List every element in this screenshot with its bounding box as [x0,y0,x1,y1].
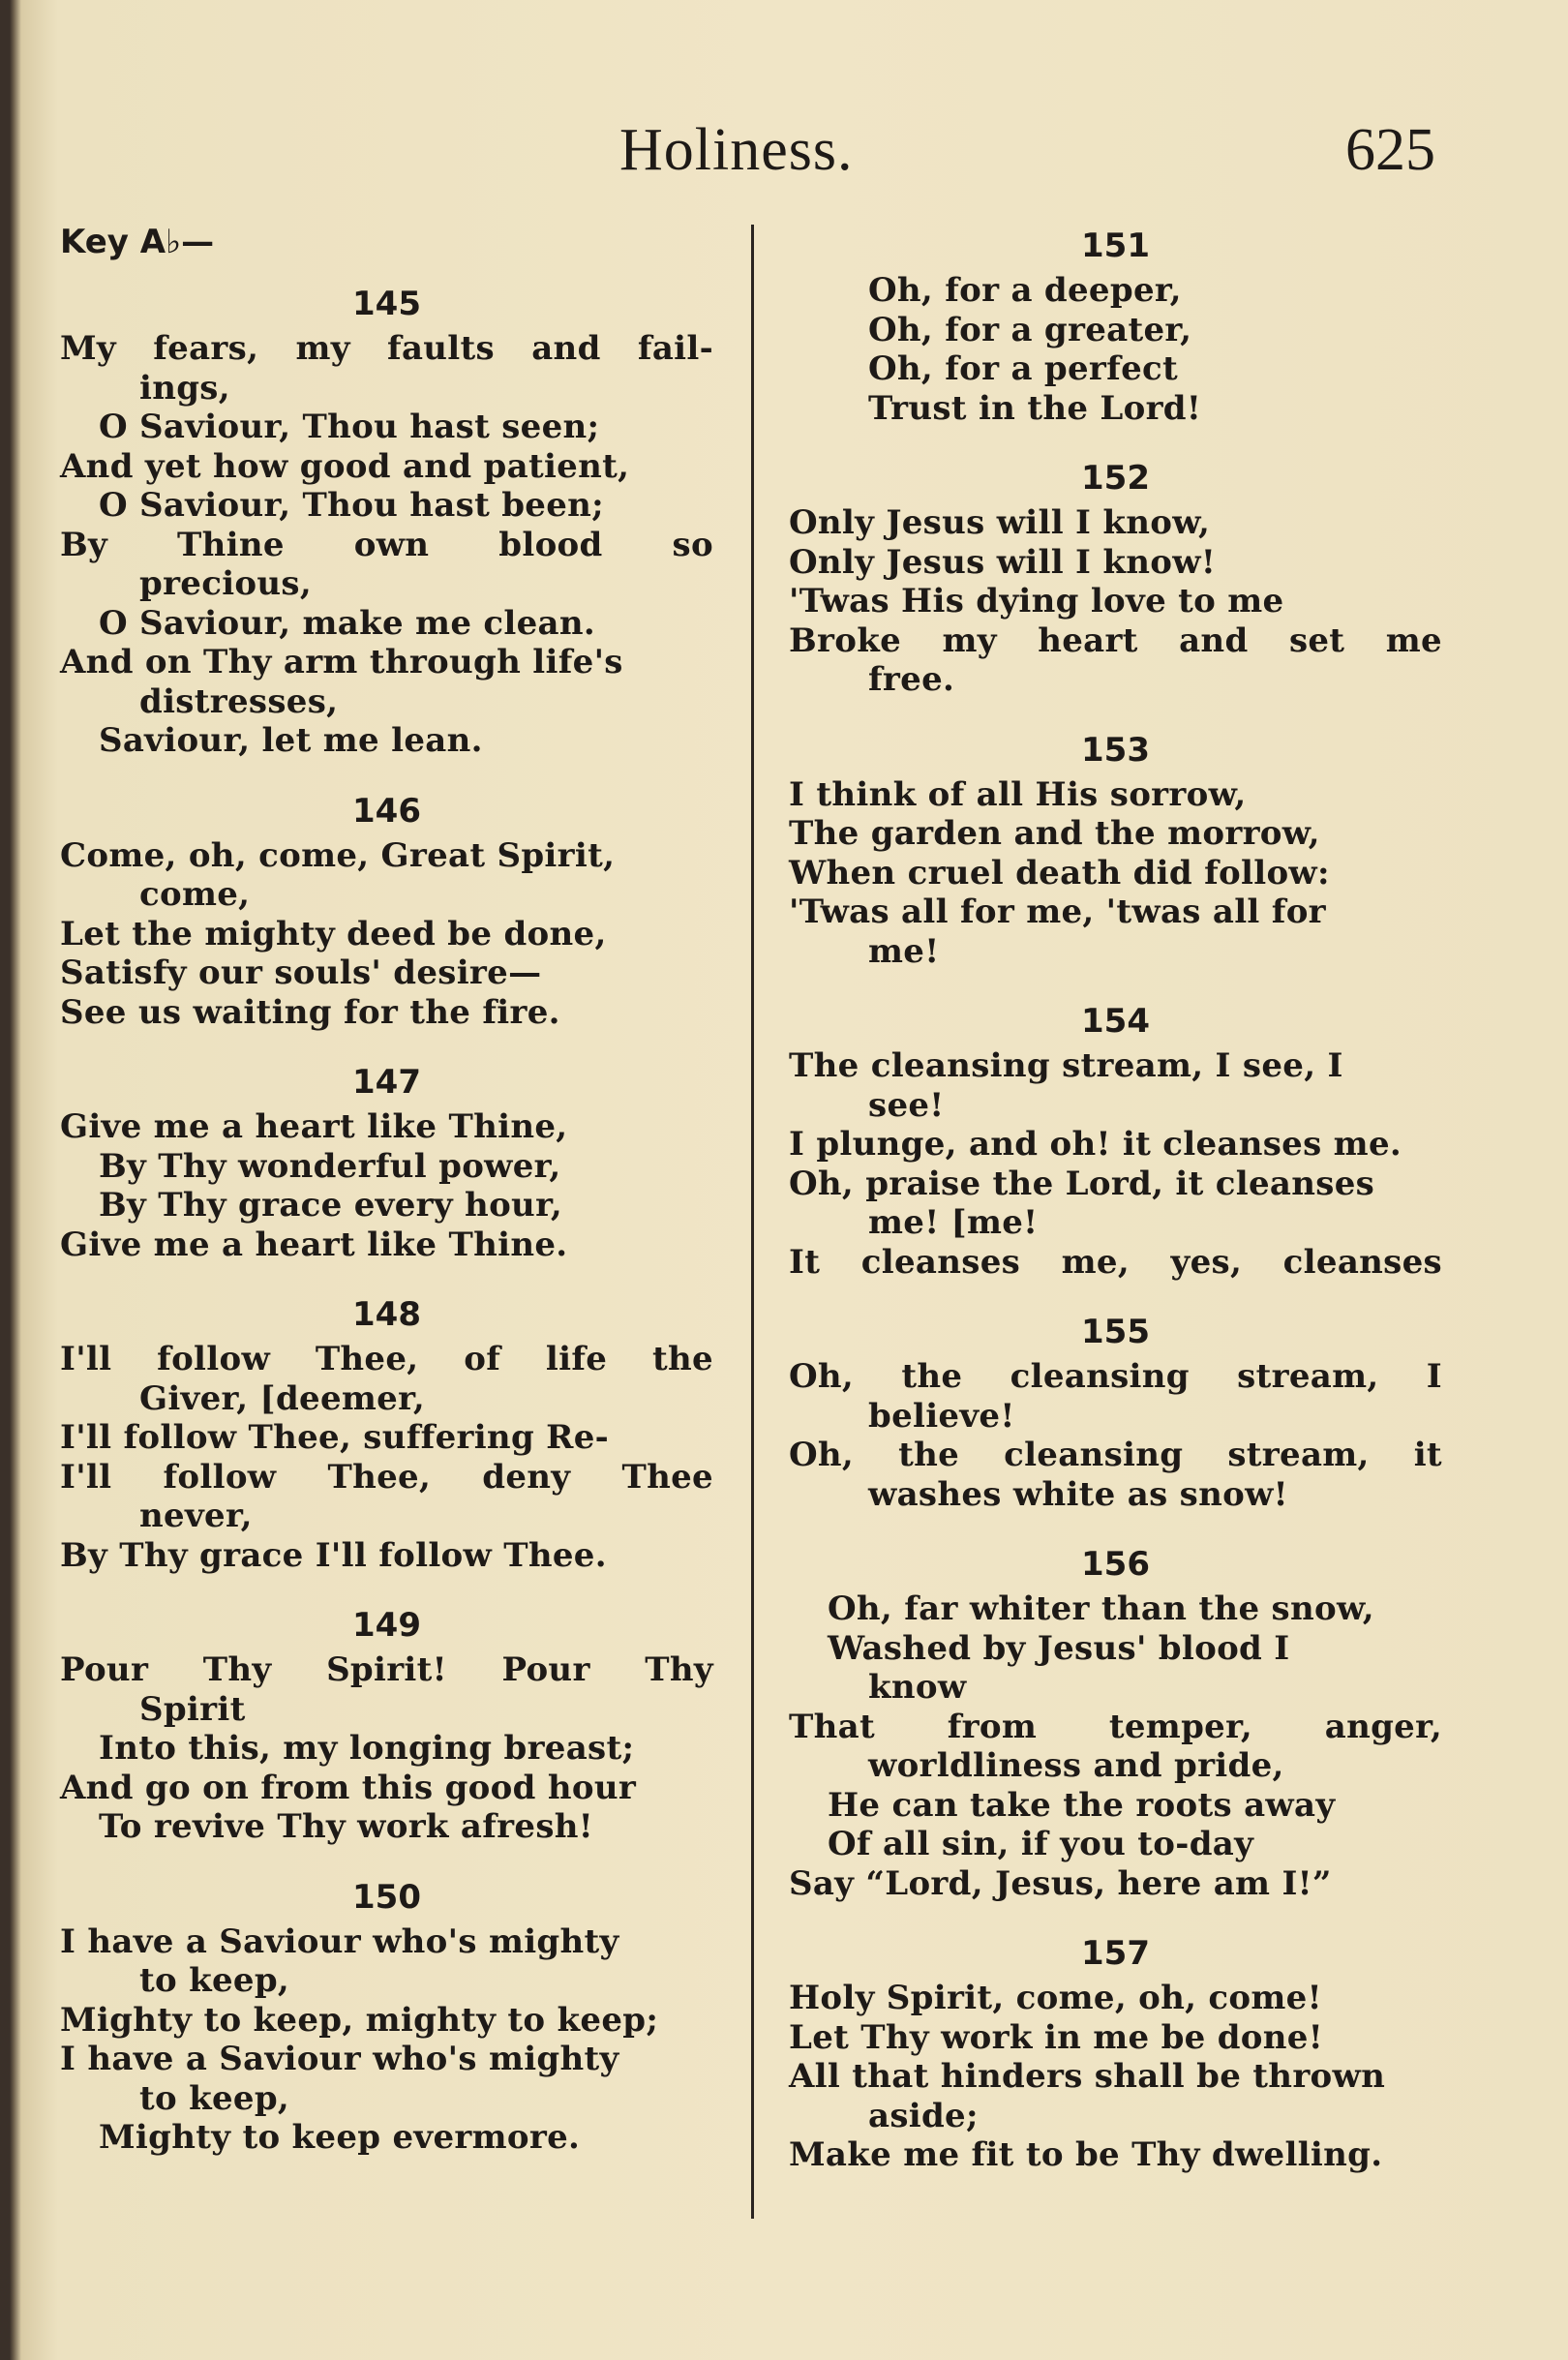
verse-line: ings, [139,368,230,408]
verse-line: 'Twas all for me, 'twas all for [789,893,1326,931]
verse-line: Giver, [deemer, [139,1378,425,1418]
verse-line: I plunge, and oh! it cleanses me. [789,1125,1402,1164]
hymn-spacer [60,1264,713,1282]
hymn-number: 145 [352,285,421,323]
verse-line: To revive Thy work afresh! [99,1807,594,1846]
verse-line: Oh, the cleansing stream, I [789,1357,1442,1396]
verse-line: Oh, the cleansing stream, it [789,1436,1442,1474]
verse-line: By Thy grace I'll follow Thee. [60,1535,607,1575]
hymn-number: 157 [1081,1934,1150,1973]
verse-line: All that hinders shall be thrown [789,2057,1386,2096]
hymn-spacer [789,971,1442,988]
verse-line: Satisfy our souls' desire— [60,953,542,992]
hymn-number: 148 [352,1295,421,1334]
verse-line: Into this, my longing breast; [99,1729,635,1768]
verse-line: free. [868,660,955,699]
page-title: Holiness. [619,117,854,183]
hymn-153 [789,725,1442,989]
verse-line: I'll follow Thee, suffering Re- [60,1418,610,1457]
verse-line: O Saviour, Thou hast been; [99,486,605,525]
verse-line: Only Jesus will I know, [789,503,1211,542]
hymn-157 [789,1928,1442,2193]
hymn-spacer [789,428,1442,445]
verse-line: Pour Thy Spirit! Pour Thy [60,1650,713,1689]
hymn-156 [789,1539,1442,1921]
left-column [60,213,713,2175]
hymn-spacer [789,1514,1442,1531]
verse-line: Mighty to keep evermore. [99,2118,581,2157]
verse-line: to keep, [139,1961,290,2000]
verse-line: Saviour, let me lean. [99,721,483,760]
verse-line: I'll follow Thee, deny Thee [60,1457,713,1497]
hymn-154 [789,996,1442,1299]
verse-line: Holy Spirit, come, oh, come! [789,1979,1322,2017]
verse-line: I have a Saviour who's mighty [60,1921,619,1961]
hymn-number: 150 [352,1877,421,1917]
verse-line: And yet how good and patient, [60,446,630,486]
verse-line: Say “Lord, Jesus, here am I!” [789,1863,1332,1903]
verse-line: Oh, for a greater, [868,310,1192,349]
verse-line: come, [139,875,251,914]
hymn-spacer [789,1903,1442,1921]
hymn-number: 146 [352,791,421,831]
verse-line: 'Twas His dying love to me [789,582,1284,620]
right-column [789,213,1442,2193]
hymn-145 [60,279,713,778]
hymn-147 [60,1057,713,1282]
verse-line: Give me a heart like Thine. [60,1225,568,1264]
verse-line: Washed by Jesus' blood I [828,1628,1290,1668]
verse-line: I have a Saviour who's mighty [60,2040,619,2078]
verse-line: It cleanses me, yes, cleanses [789,1242,1442,1282]
hymn-number: 149 [352,1606,421,1645]
verse-line: By Thine own blood so [60,525,713,564]
hymn-spacer [60,2158,713,2175]
hymn-number: 147 [352,1063,421,1102]
verse-line: Give me a heart like Thine, [60,1107,568,1146]
verse-line: Oh, for a perfect [868,349,1179,388]
verse-line: See us waiting for the fire. [60,992,560,1032]
verse-line: By Thy grace every hour, [99,1186,562,1225]
verse-line: distresses, [139,681,339,721]
verse-line: see! [868,1085,945,1125]
verse-line: Let Thy work in me be done! [789,2017,1323,2057]
hymn-number: 152 [1081,459,1150,498]
verse-line: washes white as snow! [868,1474,1288,1514]
column-divider [751,225,754,2219]
verse-line: Oh, far whiter than the snow, [828,1589,1374,1628]
verse-line: me! [868,931,940,971]
verse-line: believe! [868,1396,1015,1436]
verse-line: That from temper, anger, [789,1707,1442,1746]
hymn-number: 155 [1081,1313,1150,1351]
verse-line: I'll follow Thee, of life the [60,1340,713,1378]
hymn-148 [60,1289,713,1592]
verse-line: He can take the roots away [828,1785,1336,1825]
verse-line: O Saviour, make me clean. [99,603,596,643]
page-number: 625 [1345,117,1435,183]
hymn-spacer [789,700,1442,717]
hymn-146 [60,786,713,1050]
verse-line: worldliness and pride, [868,1746,1284,1785]
hymn-spacer [789,2175,1442,2193]
verse-line: And on Thy arm through life's [60,643,623,681]
verse-line: Only Jesus will I know! [789,542,1217,582]
hymn-152 [789,453,1442,717]
verse-line: know [868,1668,967,1707]
verse-line: Of all sin, if you to-day [828,1825,1254,1863]
verse-line: The cleansing stream, I see, I [789,1046,1343,1085]
verse-line: aside; [868,2096,979,2135]
hymn-spacer [789,1282,1442,1299]
verse-line: Oh, praise the Lord, it cleanses [789,1164,1375,1203]
hymn-number: 153 [1081,730,1150,770]
hymn-151 [789,221,1442,445]
verse-line: By Thy wonderful power, [99,1146,561,1186]
page-header [0,116,1568,194]
verse-line: Let the mighty deed be done, [60,914,607,953]
hymn-150 [60,1872,713,2175]
verse-line: My fears, my faults and fail- [60,329,713,368]
hymn-number: 154 [1081,1002,1150,1041]
hymn-149 [60,1600,713,1864]
verse-line: O Saviour, Thou hast seen; [99,408,600,446]
verse-line: I think of all His sorrow, [789,774,1247,814]
hymn-number: 151 [1081,227,1150,265]
verse-line: When cruel death did follow: [789,853,1330,893]
hymn-number: 156 [1081,1545,1150,1584]
hymn-155 [789,1307,1442,1531]
verse-line: The garden and the morrow, [789,814,1320,853]
verse-line: me! [me! [868,1203,1039,1242]
verse-line: Make me fit to be Thy dwelling. [789,2135,1383,2174]
hymn-spacer [60,1032,713,1049]
verse-line: And go on from this good hour [60,1768,637,1807]
verse-line: never, [139,1497,253,1535]
verse-line: Trust in the Lord! [868,388,1202,428]
hymn-spacer [60,761,713,778]
verse-line: Oh, for a deeper, [868,271,1182,310]
verse-line: precious, [139,564,313,603]
verse-line: Come, oh, come, Great Spirit, [60,835,616,875]
hymn-spacer [60,1847,713,1864]
verse-line: Mighty to keep, mighty to keep; [60,2000,659,2040]
key-signature: Key A♭— [60,223,215,261]
hymn-spacer [60,1575,713,1592]
verse-line: Spirit [139,1689,246,1729]
verse-line: Broke my heart and set me [789,620,1442,660]
verse-line: to keep, [139,2078,290,2118]
